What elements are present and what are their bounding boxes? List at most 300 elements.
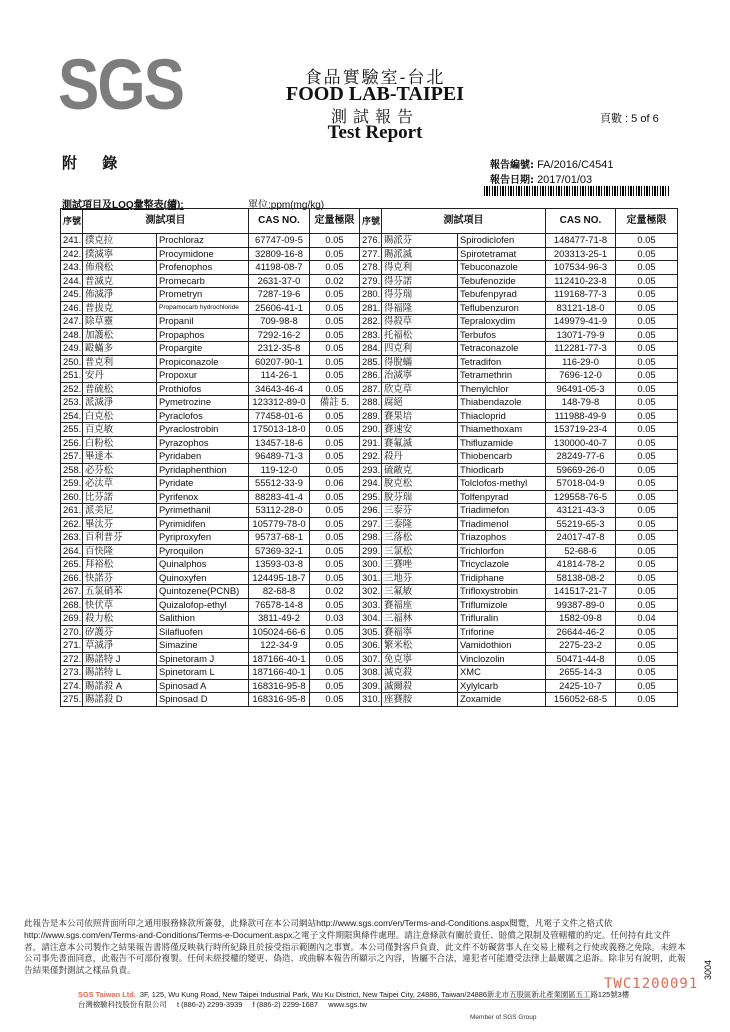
cas-number: 112281-77-3 [546, 342, 616, 356]
report-number [490, 156, 614, 171]
row-number: 265. [61, 558, 83, 572]
item-name-cn: 賽速安 [382, 423, 458, 437]
col-item: 測試項目 [382, 209, 546, 234]
table-row [61, 355, 678, 369]
item-name-en: Silafluofen [157, 625, 249, 639]
item-name-en: Tebufenozide [458, 274, 546, 288]
item-name-en: Vamidothion [458, 639, 546, 653]
loq-value: 0.05 [616, 639, 678, 653]
loq-value: 0.05 [616, 274, 678, 288]
cas-number: 175013-18-0 [249, 423, 310, 437]
item-name-en: Pyridaphenthion [157, 463, 249, 477]
table-row [61, 342, 678, 356]
col-loq: 定量極限 [616, 209, 678, 234]
item-name-cn: 得福隆 [382, 301, 458, 315]
table-row [61, 531, 678, 545]
table-row [61, 409, 678, 423]
item-name-en: Tebufenpyrad [458, 288, 546, 302]
item-name-en: Tridiphane [458, 571, 546, 585]
row-number: 258. [61, 463, 83, 477]
item-name-cn: 必芬松 [83, 463, 157, 477]
loq-value: 0.05 [310, 598, 360, 612]
item-name-en: XMC [458, 666, 546, 680]
item-name-en: Quizalofop-ethyl [157, 598, 249, 612]
item-name-en: Quinalphos [157, 558, 249, 572]
cas-number: 112410-23-8 [546, 274, 616, 288]
cas-number: 55512-33-9 [249, 477, 310, 491]
row-number: 243. [61, 261, 83, 275]
item-name-cn: 賽氟滅 [382, 436, 458, 450]
report-title-en: Test Report [327, 122, 423, 143]
loq-value: 0.05 [616, 450, 678, 464]
item-name-cn: 得殺草 [382, 315, 458, 329]
cas-number: 41198-08-7 [249, 261, 310, 275]
cas-number: 99387-89-0 [546, 598, 616, 612]
sgs-logo: SGS [58, 45, 183, 126]
loq-value: 0.05 [616, 396, 678, 410]
item-name-en: Trichlorfon [458, 544, 546, 558]
cas-number: 141517-21-7 [546, 585, 616, 599]
table-row [61, 450, 678, 464]
item-name-cn: 除草靈 [83, 315, 157, 329]
row-number: 300. [360, 558, 382, 572]
table-row [61, 396, 678, 410]
item-name-cn: 百快隆 [83, 544, 157, 558]
loq-value: 0.05 [616, 490, 678, 504]
table-row [61, 598, 678, 612]
item-name-en: Pyraclofos [157, 409, 249, 423]
lab-name-en: FOOD LAB-TAIPEI [286, 83, 464, 105]
loq-value: 0.05 [616, 693, 678, 707]
item-name-cn: 比芬諾 [83, 490, 157, 504]
item-name-cn: 必汰草 [83, 477, 157, 491]
item-name-cn: 賽福寧 [382, 625, 458, 639]
item-name-cn: 安丹 [83, 369, 157, 383]
row-number: 271. [61, 639, 83, 653]
loq-value: 0.05 [310, 409, 360, 423]
item-name-cn: 撲滅寧 [83, 247, 157, 261]
row-number: 241. [61, 234, 83, 248]
item-name-en: Triforine [458, 625, 546, 639]
cas-number: 3811-49-2 [249, 612, 310, 626]
row-number: 283. [360, 328, 382, 342]
loq-value: 0.05 [310, 342, 360, 356]
table-row [61, 612, 678, 626]
table-row [61, 558, 678, 572]
row-number: 257. [61, 450, 83, 464]
loq-value: 0.05 [616, 247, 678, 261]
item-name-cn: 得克利 [382, 261, 458, 275]
cas-number: 129558-76-5 [546, 490, 616, 504]
row-number: 254. [61, 409, 83, 423]
cas-number: 95737-68-1 [249, 531, 310, 545]
row-number: 252. [61, 382, 83, 396]
item-name-cn: 脫克松 [382, 477, 458, 491]
item-name-en: Terbufos [458, 328, 546, 342]
loq-value: 0.05 [616, 666, 678, 680]
loq-value: 0.05 [310, 328, 360, 342]
cas-number: 53112-28-0 [249, 504, 310, 518]
item-name-cn: 普克利 [83, 355, 157, 369]
cas-number: 52-68-6 [546, 544, 616, 558]
item-name-cn: 三氯松 [382, 544, 458, 558]
table-row [61, 639, 678, 653]
lab-name-cn: 食品實驗室-台北 [304, 68, 446, 88]
item-name-en: Trifloxystrobin [458, 585, 546, 599]
item-name-cn: 賽福座 [382, 598, 458, 612]
item-name-en: Pyridate [157, 477, 249, 491]
row-number: 284. [360, 342, 382, 356]
item-name-en: Zoxamide [458, 693, 546, 707]
item-name-en: Tetraconazole [458, 342, 546, 356]
report-date-value: 2017/01/03 [537, 174, 593, 186]
loq-value: 0.05 [310, 666, 360, 680]
cas-number: 1582-09-8 [546, 612, 616, 626]
item-name-en: Pyrimidifen [157, 517, 249, 531]
cas-number: 107534-96-3 [546, 261, 616, 275]
cas-number: 60207-90-1 [249, 355, 310, 369]
item-name-en: Thiobencarb [458, 450, 546, 464]
website[interactable]: www.sgs.tw [328, 1000, 367, 1009]
item-name-cn: 三落松 [382, 531, 458, 545]
table-row [61, 382, 678, 396]
table-row [61, 679, 678, 693]
table-row [61, 666, 678, 680]
col-item: 測試項目 [83, 209, 249, 234]
cas-number: 7287-19-6 [249, 288, 310, 302]
row-number: 296. [360, 504, 382, 518]
row-number: 293. [360, 463, 382, 477]
item-name-en: Pyridaben [157, 450, 249, 464]
item-name-en: Propoxur [157, 369, 249, 383]
table-row [61, 436, 678, 450]
item-name-cn: 得芬瑞 [382, 288, 458, 302]
cas-number: 7696-12-0 [546, 369, 616, 383]
row-number: 308. [360, 666, 382, 680]
cas-number: 34643-46-4 [249, 382, 310, 396]
terms-e-document-link[interactable]: http://www.sgs.com/en/Terms-and-Conditions/Terms-e-Document.aspx [24, 929, 293, 940]
cas-number: 2655-14-3 [546, 666, 616, 680]
item-name-cn: 免克寧 [382, 652, 458, 666]
row-number: 274. [61, 679, 83, 693]
item-name-cn: 三賽唑 [382, 558, 458, 572]
cas-number: 187166-40-1 [249, 652, 310, 666]
item-name-cn: 四克利 [382, 342, 458, 356]
row-number: 260. [61, 490, 83, 504]
cas-number: 119168-77-3 [546, 288, 616, 302]
item-name-en: Pymetrozine [157, 396, 249, 410]
table-title: 測試項目及LOQ彙整表(續): [62, 200, 184, 211]
col-cas: CAS NO. [546, 209, 616, 234]
row-number: 281. [360, 301, 382, 315]
item-name-cn: 賽果培 [382, 409, 458, 423]
loq-value: 0.05 [310, 679, 360, 693]
cas-number: 96489-71-3 [249, 450, 310, 464]
loq-value: 0.05 [310, 652, 360, 666]
item-name-cn: 殺力松 [83, 612, 157, 626]
row-number: 261. [61, 504, 83, 518]
row-number: 286. [360, 369, 382, 383]
row-number: 298. [360, 531, 382, 545]
item-name-cn: 草滅淨 [83, 639, 157, 653]
cas-number: 13457-18-6 [249, 436, 310, 450]
loq-value: 0.05 [310, 544, 360, 558]
item-name-cn: 普滅克 [83, 274, 157, 288]
barcode [484, 186, 670, 196]
table-row [61, 490, 678, 504]
item-name-cn: 畢達本 [83, 450, 157, 464]
item-name-cn: 得芬諾 [382, 274, 458, 288]
cas-number: 41814-78-2 [546, 558, 616, 572]
table-row [61, 504, 678, 518]
item-name-cn: 百克敏 [83, 423, 157, 437]
item-name-cn: 得脫蟎 [382, 355, 458, 369]
row-number: 248. [61, 328, 83, 342]
item-name-en: Salithion [157, 612, 249, 626]
cas-number: 57018-04-9 [546, 477, 616, 491]
loq-value: 0.05 [310, 315, 360, 329]
item-name-en: Tetramethrin [458, 369, 546, 383]
row-number: 273. [61, 666, 83, 680]
row-number: 306. [360, 639, 382, 653]
cas-number: 13071-79-9 [546, 328, 616, 342]
item-name-en: Thenylchlor [458, 382, 546, 396]
item-name-en: Thiacloprid [458, 409, 546, 423]
row-number: 280. [360, 288, 382, 302]
cas-number: 2275-23-2 [546, 639, 616, 653]
row-number: 288. [360, 396, 382, 410]
row-number: 259. [61, 477, 83, 491]
item-name-en: Vinclozolin [458, 652, 546, 666]
table-row [61, 693, 678, 707]
table-row [61, 625, 678, 639]
terms-text-3: 之電子文件期限與條件處理。請注意條款有關於責任、賠償之限制及管轄權的約定。任何持有此文件者，請注意本公司製作之結果報告書將僅反映執行時所紀錄且於接受指示範圍內之事實。本公司僅對客戶負責，此文件不妨礙當事人在交易上權利之行使或義務之免除。未經本公司事先書面同意，此報告不可部份複製。任何未經授權的變更、偽造、或曲解本報告所顯示之內容，皆屬不合法，違犯者可能遭受法律上最嚴厲之追訴。除非另有說明，此報告結果僅對測試之樣品負責。 [24, 929, 686, 976]
cas-number: 156052-68-5 [546, 693, 616, 707]
unit-label: 單位:ppm(mg/kg) [248, 200, 325, 211]
item-name-en: Tricyclazole [458, 558, 546, 572]
loq-value: 0.05 [616, 423, 678, 437]
cas-number: 96491-05-3 [546, 382, 616, 396]
cas-number: 50471-44-8 [546, 652, 616, 666]
item-name-cn: 普拔克 [83, 301, 157, 315]
item-name-en: Triadimenol [458, 517, 546, 531]
loq-value: 0.02 [310, 274, 360, 288]
item-name-cn: 欣克草 [382, 382, 458, 396]
cas-number: 124495-18-7 [249, 571, 310, 585]
loq-value: 0.05 [616, 558, 678, 572]
item-name-en: Triflumizole [458, 598, 546, 612]
loq-value: 0.05 [616, 585, 678, 599]
loq-value: 0.05 [616, 544, 678, 558]
row-number: 250. [61, 355, 83, 369]
cas-number: 709-98-8 [249, 315, 310, 329]
cas-number: 168316-95-8 [249, 679, 310, 693]
item-name-en: Prometryn [157, 288, 249, 302]
row-number: 263. [61, 531, 83, 545]
terms-text-1: 此報告是本公司依照背面所印之通用服務條款所簽發，此條款可在本公司網站 [24, 918, 317, 928]
cas-number: 105779-78-0 [249, 517, 310, 531]
table-header-row [61, 209, 678, 234]
item-name-cn: 白克松 [83, 409, 157, 423]
row-number: 246. [61, 301, 83, 315]
row-number: 301. [360, 571, 382, 585]
item-name-en: Pyriproxyfen [157, 531, 249, 545]
item-name-en: Propanil [157, 315, 249, 329]
table-row [61, 234, 678, 248]
loq-value: 0.05 [310, 463, 360, 477]
item-name-en: Thifluzamide [458, 436, 546, 450]
item-name-cn: 矽護芬 [83, 625, 157, 639]
cas-number: 67747-09-5 [249, 234, 310, 248]
row-number: 249. [61, 342, 83, 356]
side-number: 3004 [703, 959, 713, 980]
col-no: 序號 [61, 209, 83, 234]
loq-value: 0.05 [310, 355, 360, 369]
item-name-en: Pyrimethanil [157, 504, 249, 518]
row-number: 275. [61, 693, 83, 707]
item-name-en: Tetradifon [458, 355, 546, 369]
table-row [61, 274, 678, 288]
item-name-cn: 治滅寧 [382, 369, 458, 383]
item-name-cn: 五氯硝苯 [83, 585, 157, 599]
item-name-cn: 毆蟎多 [83, 342, 157, 356]
report-date-label: 報告日期: [490, 175, 534, 186]
loq-value: 0.02 [310, 585, 360, 599]
item-name-en: Spirotetramat [458, 247, 546, 261]
item-name-cn: 滅克殺 [382, 666, 458, 680]
table-row [61, 369, 678, 383]
cas-number: 2312-35-8 [249, 342, 310, 356]
loq-value: 0.05 [310, 436, 360, 450]
item-name-cn: 三地芬 [382, 571, 458, 585]
item-name-cn: 三泰隆 [382, 517, 458, 531]
loq-value: 0.05 [616, 342, 678, 356]
cas-number: 153719-23-4 [546, 423, 616, 437]
item-name-en: Thiamethoxam [458, 423, 546, 437]
item-name-en: Pyroquilon [157, 544, 249, 558]
row-number: 292. [360, 450, 382, 464]
row-number: 268. [61, 598, 83, 612]
loq-value: 0.05 [310, 504, 360, 518]
table-row [61, 288, 678, 302]
table-row [61, 571, 678, 585]
cas-number: 28249-77-6 [546, 450, 616, 464]
item-name-cn: 賜派滅 [382, 247, 458, 261]
cas-number: 88283-41-4 [249, 490, 310, 504]
loq-value: 0.05 [310, 450, 360, 464]
cas-number: 7292-16-2 [249, 328, 310, 342]
row-number: 302. [360, 585, 382, 599]
terms-notice [24, 918, 686, 977]
item-name-en: Thiodicarb [458, 463, 546, 477]
row-number: 290. [360, 423, 382, 437]
loq-value: 0.05 [310, 288, 360, 302]
loq-value: 0.05 [310, 639, 360, 653]
item-name-en: Propaphos [157, 328, 249, 342]
item-name-cn: 三福林 [382, 612, 458, 626]
item-name-cn: 座賽胺 [382, 693, 458, 707]
loq-value: 0.05 [310, 490, 360, 504]
table-row [61, 328, 678, 342]
annex-heading: 附 錄 [62, 154, 128, 172]
item-name-cn: 滅爾殺 [382, 679, 458, 693]
loq-value: 0.05 [616, 652, 678, 666]
item-name-cn: 賜諾特 L [83, 666, 157, 680]
page-number: 頁數 : 5 of 6 [600, 113, 659, 125]
report-title-cn: 測試報告 [330, 107, 419, 126]
loq-value: 0.05 [616, 598, 678, 612]
item-name-en: Propamocarb hydrochloride [157, 301, 249, 315]
item-name-en: Spirodiclofen [458, 234, 546, 248]
loq-value: 0.05 [616, 315, 678, 329]
item-name-cn: 快諾芬 [83, 571, 157, 585]
company-address [78, 990, 698, 1010]
item-name-cn: 托福松 [382, 328, 458, 342]
item-name-cn: 普硫松 [83, 382, 157, 396]
item-name-cn: 拜裕松 [83, 558, 157, 572]
item-name-cn: 撲克拉 [83, 234, 157, 248]
col-no: 序號 [360, 209, 382, 234]
cas-number: 2631-37-0 [249, 274, 310, 288]
cas-number: 111988-49-9 [546, 409, 616, 423]
item-name-en: Triazophos [458, 531, 546, 545]
loq-value: 0.05 [616, 679, 678, 693]
cas-number: 187166-40-1 [249, 666, 310, 680]
cas-number: 13593-03-8 [249, 558, 310, 572]
loq-value: 0.05 [310, 261, 360, 275]
loq-value: 0.05 [616, 301, 678, 315]
cas-number: 114-26-1 [249, 369, 310, 383]
item-name-cn: 硫敵克 [382, 463, 458, 477]
loq-value: 0.04 [616, 612, 678, 626]
loq-value: 0.05 [310, 301, 360, 315]
item-name-en: Thiabendazole [458, 396, 546, 410]
item-name-cn: 三泰芬 [382, 504, 458, 518]
item-name-en: Xylylcarb [458, 679, 546, 693]
cas-number: 123312-89-0 [249, 396, 310, 410]
cas-number: 122-34-9 [249, 639, 310, 653]
row-number: 282. [360, 315, 382, 329]
cas-number: 32809-16-8 [249, 247, 310, 261]
item-name-cn: 三氟敏 [382, 585, 458, 599]
item-name-en: Propargite [157, 342, 249, 356]
table-row [61, 544, 678, 558]
row-number: 287. [360, 382, 382, 396]
row-number: 305. [360, 625, 382, 639]
item-name-cn: 脫芬瑞 [382, 490, 458, 504]
cas-number: 59669-26-0 [546, 463, 616, 477]
loq-value: 0.05 [616, 234, 678, 248]
item-name-en: Simazine [157, 639, 249, 653]
row-number: 272. [61, 652, 83, 666]
row-number: 276. [360, 234, 382, 248]
cas-number: 25606-41-1 [249, 301, 310, 315]
item-name-en: Procymidone [157, 247, 249, 261]
row-number: 299. [360, 544, 382, 558]
loq-value: 0.05 [616, 517, 678, 531]
item-name-cn: 繁米松 [382, 639, 458, 653]
loq-value: 0.05 [310, 517, 360, 531]
loq-value: 0.05 [616, 531, 678, 545]
row-number: 264. [61, 544, 83, 558]
item-name-cn: 派滅淨 [83, 396, 157, 410]
telephone: t (886-2) 2299-3939 [176, 1000, 243, 1009]
item-name-en: Propiconazole [157, 355, 249, 369]
terms-link[interactable]: http://www.sgs.com/en/Terms-and-Conditions.aspx [316, 918, 510, 928]
item-name-cn: 殺丹 [382, 450, 458, 464]
item-name-cn: 賜諾殺 A [83, 679, 157, 693]
item-name-cn: 畢汰芬 [83, 517, 157, 531]
